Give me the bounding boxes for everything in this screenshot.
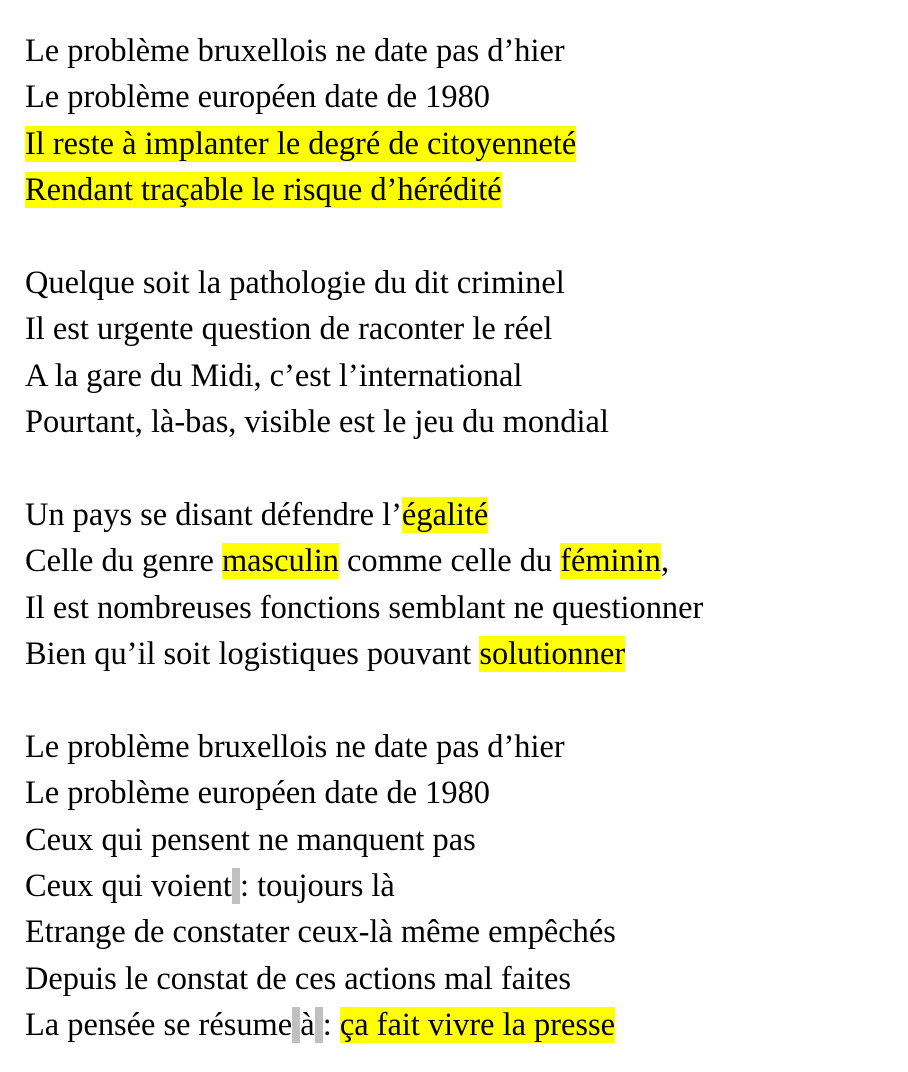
poem-line xyxy=(25,724,900,770)
poem-line xyxy=(25,353,900,399)
poem-line xyxy=(25,538,900,584)
stanza-2 xyxy=(25,260,900,446)
highlighted-text: solutionner xyxy=(479,636,626,673)
poem-line xyxy=(25,909,900,955)
poem-line xyxy=(25,585,900,631)
highlighted-text: masculin xyxy=(221,543,339,580)
line-text: Depuis le constat de ces actions mal faites xyxy=(25,960,571,997)
line-text: Le problème bruxellois ne date pas d’hier xyxy=(25,33,565,69)
highlighted-text: égalité xyxy=(401,496,489,533)
line-text: , xyxy=(660,543,670,580)
poem-line xyxy=(25,1002,900,1048)
line-text: à xyxy=(300,1007,315,1044)
poem-line xyxy=(25,260,900,306)
poem-line xyxy=(25,492,900,538)
poem-line xyxy=(25,770,900,816)
poem-line xyxy=(25,121,900,167)
stanza-3 xyxy=(25,492,900,678)
stanza-1 xyxy=(25,28,900,214)
line-text: Quelque soit la pathologie du dit criminel xyxy=(25,264,565,301)
line-text: comme celle du xyxy=(338,543,561,580)
field-shading-space xyxy=(232,868,240,904)
line-text: Bien qu’il soit logistiques pouvant xyxy=(25,636,480,673)
poem-line xyxy=(25,306,900,352)
poem-line xyxy=(25,167,900,213)
poem-line xyxy=(25,956,900,1002)
line-text: Ceux qui voient xyxy=(25,868,232,905)
line-text: Ceux qui pensent ne manquent pas xyxy=(25,821,476,858)
line-text: : xyxy=(322,1007,340,1044)
poem-line xyxy=(25,399,900,445)
line-text: Pourtant, là-bas, visible est le jeu du mondial xyxy=(25,404,609,441)
poem-line xyxy=(25,863,900,909)
line-text: Celle du genre xyxy=(25,543,222,580)
line-text: Il est urgente question de raconter le réel xyxy=(25,311,553,348)
stanza-4 xyxy=(25,724,900,1049)
highlighted-text: féminin xyxy=(560,543,661,580)
highlighted-text: ça fait vivre la presse xyxy=(339,1007,616,1044)
field-shading-space xyxy=(315,1007,323,1043)
line-text: Le problème européen date de 1980 xyxy=(25,79,490,116)
highlighted-text: Il reste à implanter le degré de citoyenneté xyxy=(25,125,577,162)
line-text: A la gare du Midi, c’est l’international xyxy=(25,357,523,394)
line-text: Il est nombreuses fonctions semblant ne questionner xyxy=(25,589,704,626)
line-text: : toujours là xyxy=(240,868,395,905)
highlighted-text: Rendant traçable le risque d’hérédité xyxy=(25,172,502,209)
line-text: La pensée se résume xyxy=(25,1007,293,1044)
poem-line xyxy=(25,28,900,74)
poem-document xyxy=(25,28,900,1049)
poem-line xyxy=(25,817,900,863)
poem-line xyxy=(25,631,900,677)
line-text: Etrange de constater ceux-là même empêchés xyxy=(25,914,616,951)
line-text: Le problème bruxellois ne date pas d’hier xyxy=(25,728,565,765)
poem-line xyxy=(25,74,900,120)
field-shading-space xyxy=(292,1007,300,1043)
line-text: Un pays se disant défendre l’ xyxy=(25,496,402,533)
line-text: Le problème européen date de 1980 xyxy=(25,775,490,812)
